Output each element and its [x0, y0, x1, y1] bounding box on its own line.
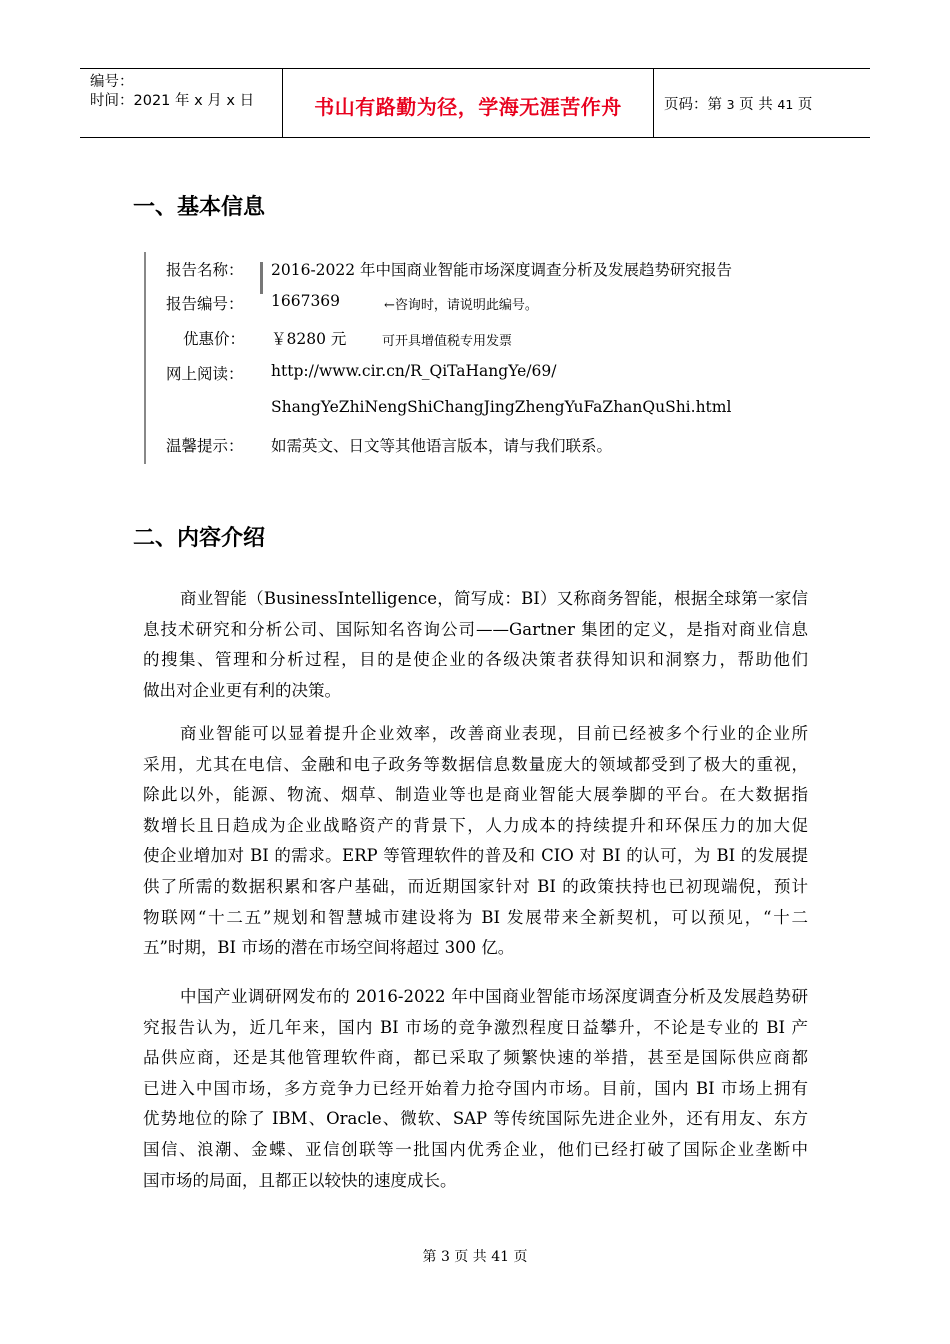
paragraph-line: 五”时期，BI 市场的潜在市场空间将超过 300 亿。: [143, 938, 515, 958]
paragraph-line: 除此以外，能源、物流、烟草、制造业等也是商业智能大展拳脚的平台。在大数据指: [143, 785, 808, 805]
page-label: 页码：第: [664, 97, 722, 113]
paragraph-line: 商业智能可以显着提升企业效率，改善商业表现，目前已经被多个行业的企业所: [180, 724, 808, 743]
paragraph-line: 国市场的局面，且都正以较快的速度成长。: [143, 1170, 457, 1190]
paragraph-line: 品供应商，还是其他管理软件商，都已采取了频繁快速的举措，甚至是国际供应商都: [143, 1048, 808, 1068]
page-indicator: [664, 93, 812, 114]
paragraph-line: 供了所需的数据积累和客户基础，而近期国家针对 BI 的政策扶持也已初现端倪，预计: [143, 876, 808, 896]
price-value: ￥8280 元: [271, 330, 347, 348]
date-label: 时间：2021 年 x 月 x 日: [90, 93, 255, 109]
report-code-note: ←咨询时，请说明此编号。: [384, 298, 538, 313]
page-end: 页: [797, 97, 813, 113]
paragraph-line: 究报告认为，近几年来，国内 BI 市场的竞争激烈程度日益攀升，不论是专业的 BI 产: [143, 1017, 808, 1037]
report-name-value: 2016-2022 年中国商业智能市场深度调查分析及发展趋势研究报告: [271, 261, 733, 279]
paragraph-2: [143, 719, 808, 964]
paragraph-line: 采用，尤其在电信、金融和电子政务等数据信息数量庞大的领域都受到了极大的重视，: [143, 754, 808, 774]
paragraph-line: 数增长且日趋成为企业战略资产的背景下，人力成本的持续提升和环保压力的加大促: [143, 815, 808, 835]
page-footer: 第 3 页 共 41 页: [422, 1249, 528, 1265]
price-note: 可开具增值税专用发票: [382, 334, 513, 349]
paragraph-line: 优势地位的除了 IBM、Oracle、微软、SAP 等传统国际先进企业外，还有用友、东方: [143, 1109, 808, 1129]
paragraph-line: 使企业增加对 BI 的需求。ERP 等管理软件的普及和 CIO 对 BI 的认可，为 BI 的发展提: [143, 846, 808, 866]
tip-value: 如需英文、日文等其他语言版本，请与我们联系。: [271, 437, 613, 455]
page-total: 41: [777, 97, 794, 112]
section-title-basic-info: 一、基本信息: [133, 195, 266, 220]
page-number: 3: [726, 97, 735, 112]
url-label: 网上阅读：: [166, 365, 244, 383]
name-divider: [260, 262, 263, 294]
page-mid: 页 共: [739, 97, 773, 113]
paragraph-line: 的搜集、管理和分析过程，目的是使企业的各级决策者获得知识和洞察力，帮助他们: [143, 650, 808, 670]
paragraph-line: 已进入中国市场，多方竞争力已经开始着力抢夺国内市场。目前，国内 BI 市场上拥有: [143, 1078, 808, 1098]
price-label: 优惠价：: [182, 330, 245, 348]
header-meta: [80, 69, 282, 137]
paragraph-line: 息技术研究和分析公司、国际知名咨询公司——Gartner 集团的定义，是指对商业信息: [143, 619, 808, 639]
page-header: [80, 68, 870, 138]
paragraph-1: [143, 584, 808, 706]
tip-label: 温馨提示：: [166, 437, 244, 455]
number-label: 编号：: [90, 74, 134, 90]
paragraph-line: 做出对企业更有利的决策。: [143, 680, 341, 700]
paragraph-line: 国信、浪潮、金蝶、亚信创联等一批国内优秀企业，他们已经打破了国际企业垄断中: [143, 1139, 808, 1159]
section-title-content-intro: 二、内容介绍: [133, 526, 266, 551]
header-motto-cell: [282, 69, 654, 137]
url-line-1[interactable]: http://www.cir.cn/R_QiTaHangYe/69/: [271, 362, 557, 380]
header-page-info: [664, 69, 870, 137]
report-name-label: 报告名称：: [166, 261, 244, 279]
url-line-2[interactable]: ShangYeZhiNengShiChangJingZhengYuFaZhanQuShi.html: [271, 398, 732, 416]
motto-text: 书山有路勤为径，学海无涯苦作舟: [314, 95, 622, 119]
paragraph-line: 物联网“十二五”规划和智慧城市建设将为 BI 发展带来全新契机，可以预见，“十二: [143, 907, 808, 927]
paragraph-line: 中国产业调研网发布的 2016-2022 年中国商业智能市场深度调查分析及发展趋势研: [180, 987, 808, 1006]
report-code-value: 1667369: [271, 292, 341, 310]
report-code-label: 报告编号：: [166, 295, 244, 313]
report-info-block: [144, 252, 786, 464]
paragraph-3: [143, 982, 808, 1196]
paragraph-line: 商业智能（BusinessIntelligence，简写成：BI）又称商务智能，根据全球第一家信: [180, 589, 808, 608]
